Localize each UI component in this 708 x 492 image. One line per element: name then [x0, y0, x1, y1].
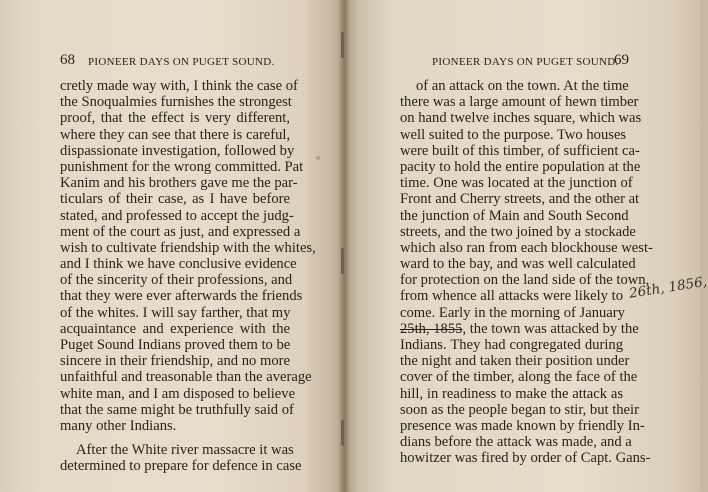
text-line: soon as the people began to stir, but their	[400, 401, 639, 418]
text-line: and I think we have conclusive evidence	[60, 256, 297, 273]
text-line: white man, and I am disposed to believe	[60, 385, 296, 402]
right-page-text	[400, 78, 653, 467]
text-line: wish to cultivate friendship with the whites,	[60, 239, 316, 256]
text-line	[400, 320, 639, 337]
text-line: that they were ever afterwards the friends	[60, 288, 303, 305]
text-line: for protection on the land side of the town,	[400, 272, 650, 289]
text-line: on hand twelve inches square, which was	[400, 110, 642, 127]
text-line: many other Indians.	[60, 417, 177, 434]
running-head-right: PIONEER DAYS ON PUGET SOUND.	[432, 56, 619, 68]
text-line: streets, and the two joined by a stockade	[400, 223, 636, 240]
text-line: ward to the bay, and was well calculated	[400, 256, 636, 273]
text-line: cretly made way with, I think the case of	[60, 78, 298, 94]
text-line: from whence all attacks were likely to	[400, 288, 623, 305]
running-head-left: PIONEER DAYS ON PUGET SOUND.	[88, 56, 275, 68]
text-line: of the whites. I will say farther, that my	[60, 304, 291, 321]
text-line: well suited to the purpose. Two houses	[400, 126, 627, 143]
text-line: which also ran from each blockhouse west-	[400, 239, 653, 256]
text-line: the Snoqualmies furnishes the strongest	[60, 94, 292, 111]
text-line: the junction of Main and South Second	[400, 207, 629, 224]
text-line: Front and Cherry streets, and the other at	[400, 191, 640, 208]
text-line: presence was made known by friendly In-	[400, 417, 645, 434]
text-line: determined to prepare for defence in case	[60, 458, 302, 475]
handwritten-annotation: 26th, 1856,	[628, 273, 708, 302]
text-line: come. Early in the morning of January	[400, 304, 625, 321]
text-line: ment of the court as just, and expressed a	[60, 223, 301, 240]
binding-stitch	[341, 32, 344, 58]
text-line: of the sincerity of their professions, and	[60, 272, 293, 289]
text-line: proof, that the effect is very different,	[60, 110, 290, 127]
text-line: there was a large amount of hewn timber	[400, 94, 639, 111]
paper-speck	[316, 156, 320, 160]
binding-stitch	[341, 248, 344, 274]
text-line: that the same might be truthfully said of	[60, 401, 294, 418]
paragraph-gap	[60, 434, 290, 442]
text-line: time. One was located at the junction of	[400, 175, 633, 192]
left-page-text	[60, 78, 316, 475]
text-line: dispassionate investigation, followed by	[60, 142, 295, 159]
text-line: Indians. They had congregated during	[400, 337, 623, 353]
text-line: sincere in their friendship, and no more	[60, 353, 290, 370]
text-line: howitzer was fired by order of Capt. Gans-	[400, 450, 651, 467]
struck-date: 25th, 1855	[400, 320, 463, 337]
book-gutter	[338, 0, 350, 492]
text-line: ticulars of their case, as I have before	[60, 191, 290, 208]
text-line: were built of this timber, of sufficient ca-	[400, 142, 640, 159]
text-line: dians before the attack was made, and a	[400, 434, 632, 451]
page-number-left: 68	[60, 52, 75, 68]
binding-stitch	[341, 420, 344, 446]
text-line: pacity to hold the entire population at the	[400, 158, 641, 175]
text-line: After the White river massacre it was	[76, 442, 294, 459]
text-line: cover of the timber, along the face of the	[400, 369, 638, 386]
text-line: Puget Sound Indians proved them to be	[60, 337, 291, 353]
text-line: acquaintance and experience with the	[60, 320, 290, 337]
text-line: hill, in readiness to make the attack as	[400, 385, 623, 402]
text-line: where they can see that there is careful,	[60, 126, 291, 143]
page-number-right: 69	[614, 52, 629, 68]
text-line: punishment for the wrong committed. Pat	[60, 158, 304, 175]
line-continuation: , the town was attacked by the	[462, 320, 639, 337]
text-line: the night and taken their position under	[400, 353, 630, 370]
text-line: of an attack on the town. At the time	[416, 78, 629, 94]
text-line: stated, and professed to accept the judg-	[60, 207, 294, 224]
text-line: unfaithful and treasonable than the average	[60, 369, 312, 386]
text-line: Kanim and his brothers gave me the par-	[60, 175, 298, 192]
